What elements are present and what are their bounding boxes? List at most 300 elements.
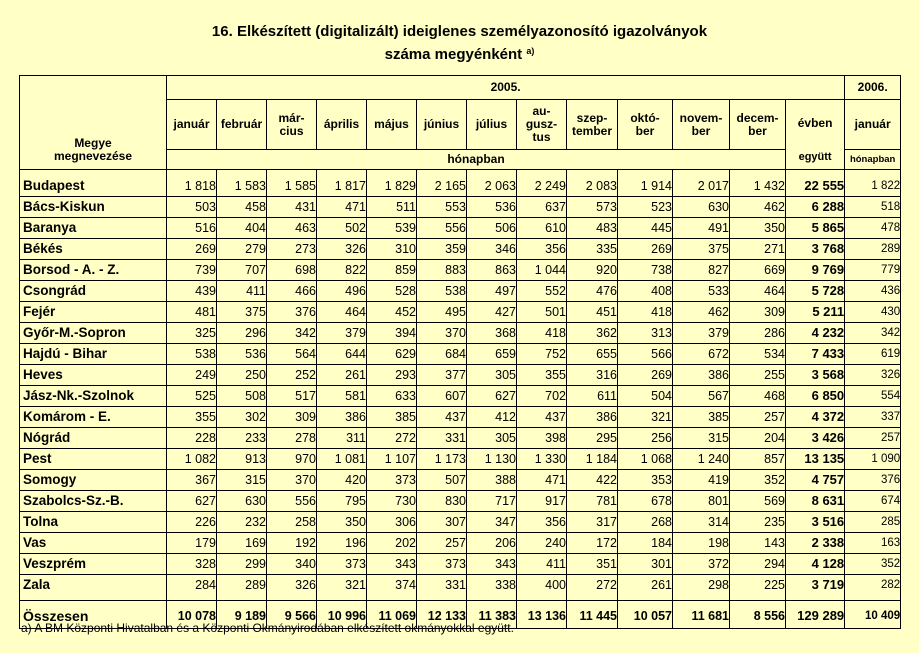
annual-total: 4 128 (786, 554, 845, 575)
month-value: 315 (673, 428, 730, 449)
month-value: 508 (217, 386, 267, 407)
month-value: 321 (317, 575, 367, 601)
month-value: 1 585 (267, 170, 317, 197)
month-value: 1 107 (367, 449, 417, 470)
month-value: 386 (673, 365, 730, 386)
annual-total: 3 768 (786, 239, 845, 260)
month-header-apr: április (317, 100, 367, 150)
month-value: 528 (367, 281, 417, 302)
month-value: 553 (417, 197, 467, 218)
month-value: 373 (417, 554, 467, 575)
jan-2006-value: 285 (845, 512, 901, 533)
month-value: 350 (317, 512, 367, 533)
annual-total: 13 135 (786, 449, 845, 470)
region-name: Veszprém (20, 554, 167, 575)
annual-total: 8 631 (786, 491, 845, 512)
month-value: 272 (567, 575, 618, 601)
month-value: 2 017 (673, 170, 730, 197)
region-name: Heves (20, 365, 167, 386)
region-name: Nógrád (20, 428, 167, 449)
month-header-jul: július (467, 100, 517, 150)
month-value: 373 (367, 470, 417, 491)
month-header-dec: decem- ber (730, 100, 786, 150)
region-name: Zala (20, 575, 167, 601)
month-value: 502 (317, 218, 367, 239)
jan-2006-value: 619 (845, 344, 901, 365)
month-value: 419 (673, 470, 730, 491)
month-value: 302 (217, 407, 267, 428)
month-value: 630 (673, 197, 730, 218)
month-value: 464 (730, 281, 786, 302)
month-value: 11 383 (467, 601, 517, 629)
month-value: 295 (567, 428, 618, 449)
jan-2006-value: 163 (845, 533, 901, 554)
month-value: 386 (567, 407, 618, 428)
month-value: 294 (730, 554, 786, 575)
month-value: 422 (567, 470, 618, 491)
month-value: 539 (367, 218, 417, 239)
month-value: 10 996 (317, 601, 367, 629)
table-title-text: száma megyénként (384, 46, 523, 63)
month-value: 630 (217, 491, 267, 512)
annual-total: 7 433 (786, 344, 845, 365)
annual-total: 6 850 (786, 386, 845, 407)
table-row (20, 239, 901, 260)
month-value: 506 (467, 218, 517, 239)
month-value: 739 (167, 260, 217, 281)
month-value: 857 (730, 449, 786, 470)
jan-2006-value: 436 (845, 281, 901, 302)
month-value: 463 (267, 218, 317, 239)
table-row (20, 533, 901, 554)
month-value: 11 445 (567, 601, 618, 629)
month-value: 256 (618, 428, 673, 449)
month-value: 404 (217, 218, 267, 239)
month-value: 331 (417, 575, 467, 601)
region-header: Megye megnevezése (20, 76, 167, 170)
region-name: Tolna (20, 512, 167, 533)
month-value: 311 (317, 428, 367, 449)
region-name: Borsod - A. - Z. (20, 260, 167, 281)
month-value: 495 (417, 302, 467, 323)
month-value: 362 (567, 323, 618, 344)
region-name: Jász-Nk.-Szolnok (20, 386, 167, 407)
table-row (20, 281, 901, 302)
month-value: 306 (367, 512, 417, 533)
month-value: 317 (567, 512, 618, 533)
month-value: 2 249 (517, 170, 567, 197)
month-value: 172 (567, 533, 618, 554)
month-value: 633 (367, 386, 417, 407)
month-value: 398 (517, 428, 567, 449)
month-value: 481 (167, 302, 217, 323)
annual-total: 129 289 (786, 601, 845, 629)
month-value: 356 (517, 239, 567, 260)
month-value: 376 (267, 302, 317, 323)
jan-2006-value: 352 (845, 554, 901, 575)
month-value: 346 (467, 239, 517, 260)
jan-2006-value: 1 090 (845, 449, 901, 470)
month-value: 427 (467, 302, 517, 323)
month-value: 2 083 (567, 170, 618, 197)
month-value: 232 (217, 512, 267, 533)
month-value: 672 (673, 344, 730, 365)
month-value: 252 (267, 365, 317, 386)
month-header-feb: február (217, 100, 267, 150)
table-row (20, 428, 901, 449)
table-row (20, 575, 901, 601)
month-value: 347 (467, 512, 517, 533)
month-value: 507 (417, 470, 467, 491)
region-name: Somogy (20, 470, 167, 491)
month-header-jan: január (167, 100, 217, 150)
month-value: 11 681 (673, 601, 730, 629)
month-value: 309 (730, 302, 786, 323)
region-name: Komárom - E. (20, 407, 167, 428)
month-value: 437 (417, 407, 467, 428)
annual-total: 6 288 (786, 197, 845, 218)
month-value: 314 (673, 512, 730, 533)
month-header-jun: június (417, 100, 467, 150)
month-value: 375 (673, 239, 730, 260)
month-value: 408 (618, 281, 673, 302)
month-value: 1 044 (517, 260, 567, 281)
month-value: 316 (567, 365, 618, 386)
month-value: 269 (618, 365, 673, 386)
table-row (20, 365, 901, 386)
month-value: 627 (467, 386, 517, 407)
month-value: 525 (167, 386, 217, 407)
jan-2006-value: 282 (845, 575, 901, 601)
jan-2006-value: 289 (845, 239, 901, 260)
month-value: 309 (267, 407, 317, 428)
month-value: 698 (267, 260, 317, 281)
month-value: 451 (567, 302, 618, 323)
region-name: Győr-M.-Sopron (20, 323, 167, 344)
month-value: 10 057 (618, 601, 673, 629)
month-value: 343 (367, 554, 417, 575)
table-row (20, 491, 901, 512)
month-value: 269 (167, 239, 217, 260)
region-name: Csongrád (20, 281, 167, 302)
jan-2006-value: 257 (845, 428, 901, 449)
unit-month-2006-header: hónapban (845, 150, 901, 170)
data-table (19, 75, 901, 629)
month-value: 970 (267, 449, 317, 470)
month-value: 534 (730, 344, 786, 365)
month-value: 299 (217, 554, 267, 575)
month-value: 196 (317, 533, 367, 554)
month-value: 917 (517, 491, 567, 512)
month-value: 1 184 (567, 449, 618, 470)
month-value: 827 (673, 260, 730, 281)
month-value: 353 (618, 470, 673, 491)
month-value: 204 (730, 428, 786, 449)
footnote: a) A BM Központi Hivatalban és a Központi Okmányirodában elkészített okmányokkal együtt. (21, 621, 514, 635)
table-row (20, 218, 901, 239)
month-value: 331 (417, 428, 467, 449)
month-value: 379 (317, 323, 367, 344)
annual-header: évben együtt (786, 100, 845, 170)
month-value: 388 (467, 470, 517, 491)
month-value: 564 (267, 344, 317, 365)
month-value: 717 (467, 491, 517, 512)
month-value: 503 (167, 197, 217, 218)
month-value: 504 (618, 386, 673, 407)
month-value: 261 (618, 575, 673, 601)
month-value: 702 (517, 386, 567, 407)
month-value: 310 (367, 239, 417, 260)
month-value: 556 (267, 491, 317, 512)
month-value: 883 (417, 260, 467, 281)
month-value: 552 (517, 281, 567, 302)
month-value: 350 (730, 218, 786, 239)
month-value: 356 (517, 512, 567, 533)
annual-total: 5 865 (786, 218, 845, 239)
month-header-mar: már- cius (267, 100, 317, 150)
month-value: 273 (267, 239, 317, 260)
month-value: 305 (467, 365, 517, 386)
annual-total: 22 555 (786, 170, 845, 197)
month-value: 1 914 (618, 170, 673, 197)
region-name: Vas (20, 533, 167, 554)
month-value: 372 (673, 554, 730, 575)
month-value: 359 (417, 239, 467, 260)
month-value: 627 (167, 491, 217, 512)
month-value: 326 (317, 239, 367, 260)
month-value: 491 (673, 218, 730, 239)
month-value: 257 (730, 407, 786, 428)
month-value: 296 (217, 323, 267, 344)
table-row (20, 512, 901, 533)
month-value: 1 081 (317, 449, 367, 470)
month-value: 517 (267, 386, 317, 407)
month-value: 2 165 (417, 170, 467, 197)
annual-total: 4 757 (786, 470, 845, 491)
month-value: 511 (367, 197, 417, 218)
month-value: 556 (417, 218, 467, 239)
jan-2006-value: 10 409 (845, 601, 901, 629)
month-value: 462 (730, 197, 786, 218)
jan-2006-value: 1 822 (845, 170, 901, 197)
month-value: 169 (217, 533, 267, 554)
month-value: 385 (673, 407, 730, 428)
month-value: 1 583 (217, 170, 267, 197)
annual-total: 3 516 (786, 512, 845, 533)
month-value: 9 566 (267, 601, 317, 629)
jan-2006-value: 337 (845, 407, 901, 428)
month-value: 913 (217, 449, 267, 470)
month-value: 355 (517, 365, 567, 386)
month-value: 268 (618, 512, 673, 533)
month-value: 11 069 (367, 601, 417, 629)
month-value: 342 (267, 323, 317, 344)
month-value: 192 (267, 533, 317, 554)
month-header-oct: októ- ber (618, 100, 673, 150)
month-value: 684 (417, 344, 467, 365)
month-value: 233 (217, 428, 267, 449)
month-value: 462 (673, 302, 730, 323)
month-value: 1 130 (467, 449, 517, 470)
month-value: 338 (467, 575, 517, 601)
month-value: 822 (317, 260, 367, 281)
table-title-line-2 (0, 46, 919, 63)
region-name: Baranya (20, 218, 167, 239)
month-value: 379 (673, 323, 730, 344)
month-value: 1 817 (317, 170, 367, 197)
table-header (20, 76, 901, 170)
month-value: 452 (367, 302, 417, 323)
month-value: 610 (517, 218, 567, 239)
month-value: 326 (267, 575, 317, 601)
annual-total: 2 338 (786, 533, 845, 554)
month-value: 464 (317, 302, 367, 323)
month-value: 458 (217, 197, 267, 218)
table-row (20, 260, 901, 281)
month-value: 655 (567, 344, 618, 365)
table-row (20, 323, 901, 344)
month-value: 538 (417, 281, 467, 302)
annual-total: 4 372 (786, 407, 845, 428)
month-value: 286 (730, 323, 786, 344)
annual-total: 4 232 (786, 323, 845, 344)
month-value: 538 (167, 344, 217, 365)
month-value: 536 (217, 344, 267, 365)
month-value: 370 (417, 323, 467, 344)
table-row (20, 302, 901, 323)
annual-total: 5 728 (786, 281, 845, 302)
month-value: 437 (517, 407, 567, 428)
month-value: 400 (517, 575, 567, 601)
month-value: 920 (567, 260, 618, 281)
month-value: 445 (618, 218, 673, 239)
month-value: 249 (167, 365, 217, 386)
month-value: 411 (517, 554, 567, 575)
month-value: 284 (167, 575, 217, 601)
region-name: Békés (20, 239, 167, 260)
month-value: 678 (618, 491, 673, 512)
month-value: 523 (618, 197, 673, 218)
month-value: 1 068 (618, 449, 673, 470)
month-value: 321 (618, 407, 673, 428)
month-value: 315 (217, 470, 267, 491)
month-value: 377 (417, 365, 467, 386)
month-value: 226 (167, 512, 217, 533)
month-value: 607 (417, 386, 467, 407)
month-value: 567 (673, 386, 730, 407)
month-value: 355 (167, 407, 217, 428)
month-value: 412 (467, 407, 517, 428)
table-row (20, 407, 901, 428)
month-value: 1 818 (167, 170, 217, 197)
month-value: 272 (367, 428, 417, 449)
region-name: Bács-Kiskun (20, 197, 167, 218)
month-value: 269 (618, 239, 673, 260)
month-value: 202 (367, 533, 417, 554)
month-value: 255 (730, 365, 786, 386)
month-value: 497 (467, 281, 517, 302)
month-value: 235 (730, 512, 786, 533)
month-value: 496 (317, 281, 367, 302)
month-value: 516 (167, 218, 217, 239)
month-value: 669 (730, 260, 786, 281)
month-value: 293 (367, 365, 417, 386)
month-value: 179 (167, 533, 217, 554)
table-row (20, 449, 901, 470)
month-value: 12 133 (417, 601, 467, 629)
month-value: 279 (217, 239, 267, 260)
month-value: 225 (730, 575, 786, 601)
jan-2006-value: 326 (845, 365, 901, 386)
month-value: 1 082 (167, 449, 217, 470)
region-name: Fejér (20, 302, 167, 323)
table-row (20, 344, 901, 365)
month-value: 340 (267, 554, 317, 575)
table-row (20, 470, 901, 491)
month-value: 301 (618, 554, 673, 575)
month-value: 752 (517, 344, 567, 365)
year-2005-header: 2005. (167, 76, 845, 100)
month-header-aug: au- gusz- tus (517, 100, 567, 150)
jan-2006-value: 674 (845, 491, 901, 512)
month-value: 781 (567, 491, 618, 512)
month-value: 637 (517, 197, 567, 218)
jan-2006-value: 376 (845, 470, 901, 491)
region-name: Budapest (20, 170, 167, 197)
month-value: 471 (517, 470, 567, 491)
month-value: 644 (317, 344, 367, 365)
table-body (20, 170, 901, 629)
month-value: 659 (467, 344, 517, 365)
month-value: 1 432 (730, 170, 786, 197)
month-value: 9 189 (217, 601, 267, 629)
year-2006-header: 2006. (845, 76, 901, 100)
month-value: 335 (567, 239, 618, 260)
jan-2006-value: 554 (845, 386, 901, 407)
month-value: 707 (217, 260, 267, 281)
month-value: 629 (367, 344, 417, 365)
month-value: 536 (467, 197, 517, 218)
month-value: 581 (317, 386, 367, 407)
table-row (20, 170, 901, 197)
month-value: 289 (217, 575, 267, 601)
table-row (20, 197, 901, 218)
month-value: 501 (517, 302, 567, 323)
month-header-nov: novem- ber (673, 100, 730, 150)
month-value: 328 (167, 554, 217, 575)
annual-total: 5 211 (786, 302, 845, 323)
month-value: 533 (673, 281, 730, 302)
month-value: 351 (567, 554, 618, 575)
month-value: 730 (367, 491, 417, 512)
region-name: Összesen (20, 601, 167, 629)
month-value: 374 (367, 575, 417, 601)
table-row (20, 386, 901, 407)
month-value: 298 (673, 575, 730, 601)
month-value: 431 (267, 197, 317, 218)
month-value: 271 (730, 239, 786, 260)
month-value: 198 (673, 533, 730, 554)
month-value: 352 (730, 470, 786, 491)
month-value: 468 (730, 386, 786, 407)
month-value: 738 (618, 260, 673, 281)
month-value: 411 (217, 281, 267, 302)
month-value: 483 (567, 218, 618, 239)
month-value: 375 (217, 302, 267, 323)
month-value: 1 173 (417, 449, 467, 470)
month-value: 859 (367, 260, 417, 281)
table-title-line-1: 16. Elkészített (digitalizált) ideiglenes személyazonosító igazolványok (211, 23, 708, 40)
